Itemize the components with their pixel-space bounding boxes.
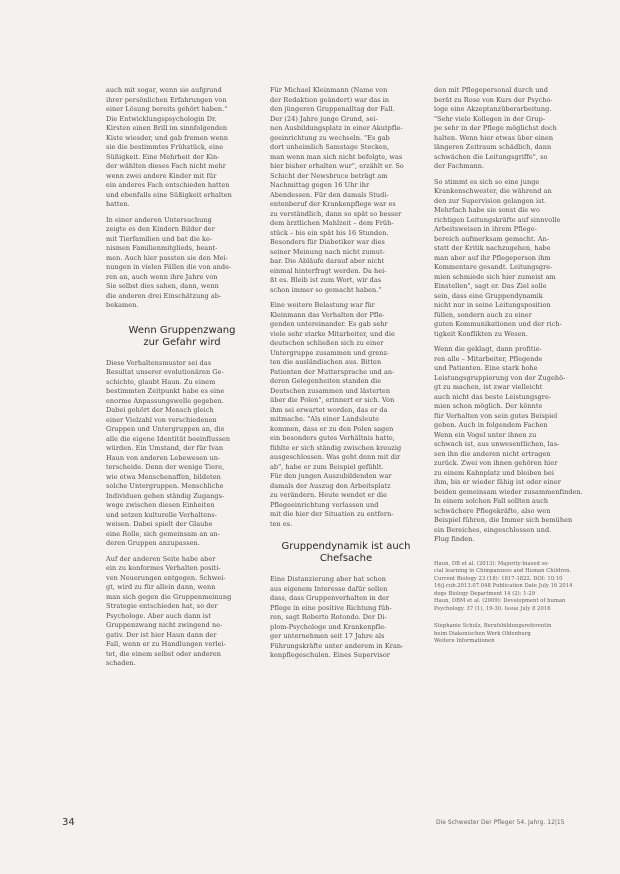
text-line: Pflegeeinrichtung verlassen und	[270, 500, 379, 509]
paragraph	[270, 301, 422, 529]
text-line: damals der Auszug den Arbeitsplatz	[270, 481, 391, 490]
text-line: auch mit sogar, wenn sie aufgrund	[106, 86, 222, 94]
text-line: Die Entwicklungspsychologin Dr.	[106, 114, 217, 123]
paragraph	[106, 555, 258, 669]
text-line: für Verhalten von sein gutes Beispiel	[434, 411, 558, 420]
text-line: Wenn ein Vogel unter ihnen zu	[434, 430, 537, 439]
references	[434, 561, 586, 614]
text-line: mit Tierfamilien und bat die ke-	[106, 234, 213, 243]
journal-footer: Die Schwester Der Pfleger 54. Jahrg. 12|15	[436, 819, 565, 826]
text-line: Für den jungen Auszubildenden war	[270, 472, 392, 480]
text-line: nen Ausbildungsplatz in einer Akutpfle-	[270, 124, 403, 132]
text-line: Für Michael Kleinmann (Name von	[270, 86, 388, 94]
text-line: schon immer so gemacht haben."	[270, 285, 382, 294]
text-line: weisen. Dabei spielt der Glaube	[106, 520, 213, 528]
text-line: Gruppen und Untergruppen an, die	[106, 425, 225, 433]
text-line: Beispiel führen, die Immer sich bemühen	[434, 516, 573, 524]
section-heading: Wenn Gruppenzwang zur Gefahr wird	[128, 324, 236, 348]
text-line: richtigen Leitungskräfte auf sinnvolle	[434, 215, 561, 224]
text-line: So stimmt es sich so eine junge	[434, 177, 540, 186]
text-line: Süßigkeit. Eine Mehrheit der Kin-	[106, 152, 220, 161]
text-line: ein Bereiches, eingeschlossen und.	[434, 525, 552, 534]
text-line: eine Rolle, sich gemeinsam an an-	[106, 529, 221, 538]
text-line: cial learning in Chimpanzees and Human Children.	[434, 568, 572, 574]
text-line: Patienten der Muttersprache und an-	[270, 367, 395, 376]
text-line: der wählten dieses Fach nicht mehr	[106, 162, 226, 170]
text-line: In einem solchen Fall sollten auch	[434, 497, 549, 505]
text-line: füllen, sondern auch zu einer	[434, 310, 532, 319]
paragraph	[434, 178, 586, 340]
text-line: Resultat unserer evolutionären Ge-	[106, 368, 224, 376]
text-line: beim Diakonischen Werk Oldenburg	[434, 630, 531, 637]
text-line: 16/j.cub.2013.07.048 Publication Date July 16 2014	[434, 583, 573, 589]
text-line: Haun, DB et al. (2013): Majority-biased so-	[434, 560, 550, 567]
text-line: solche Untergruppen. Menschliche	[106, 482, 224, 490]
text-line: Nachmittag gegen 16 Uhr ihr	[270, 181, 370, 189]
text-line: enorme Anpassungswelle gegeben.	[106, 396, 224, 405]
text-line: nungen in vielen Fällen die von ande-	[106, 263, 232, 271]
text-line: Weitere Informationen	[434, 638, 495, 644]
text-line: Flug finden.	[434, 535, 475, 543]
column-right	[434, 86, 586, 646]
text-line: tet, die einem selbst oder anderen	[106, 649, 221, 658]
text-line: Krankenschwester, die während an	[434, 187, 552, 195]
text-line: ren alle – Mitarbeiter, Pflegende	[434, 354, 543, 363]
text-line: Individuen gehen ständig Zugangs-	[106, 491, 225, 500]
text-line: Arbeitsweisen in ihrem Pflege-	[434, 225, 537, 233]
text-line: loge eine Akzeptanzüberarbeitung.	[434, 105, 552, 113]
text-line: wege zwischen diesen Einheiten	[106, 501, 215, 509]
text-line: "Sehr viele Kollegen in der Grup-	[434, 114, 546, 123]
text-line: terscheide. Denn der wenige Tiere,	[106, 463, 225, 471]
text-line: nicht nur in seine Leitungsposition	[434, 301, 551, 309]
text-line: Der (24) Jahre junge Grund, sei-	[270, 114, 378, 123]
text-line: der Fachmann.	[434, 162, 485, 170]
section-heading: Gruppendynamik ist auch Chefsache	[281, 541, 411, 564]
text-line: mien schon möglich. Der könnte	[434, 402, 543, 410]
text-line: Mehrfach habe sie sonst die wo	[434, 206, 541, 214]
text-line: bekamen.	[106, 301, 139, 309]
text-line: beiden gemeinsam wieder zusammenfinden.	[434, 487, 583, 496]
text-line: ren an, auch wenn ihre Jahre von	[106, 272, 218, 281]
text-line: einer Vielzahl von verschiedenen	[106, 415, 217, 424]
text-line: den mit Pflegepersonal durch und	[434, 86, 548, 94]
paragraph	[106, 216, 258, 311]
text-line: ren, sagt Roberto Rotondo. Der Di-	[270, 613, 387, 621]
text-line: plom-Psychologe und Krankenpfle-	[270, 622, 387, 631]
text-line: die anderen drei Einschätzung ab-	[106, 291, 222, 300]
text-line: der Redaktion geändert) war das in	[270, 95, 390, 104]
text-line: ßt es. Bleib ist zum Wort, wir das	[270, 276, 382, 284]
text-line: man sich gegen die Gruppenmeinung	[106, 592, 232, 601]
text-line: schwächere Pflegekräfte, also wen	[434, 506, 551, 515]
text-line: Kommentare gesandt. Leitungsgre-	[434, 263, 553, 271]
text-line: men. Auch hier passten sie den Mei-	[106, 253, 228, 262]
text-line: Fall, wenn er zu Handlungen verlei-	[106, 640, 226, 648]
text-line: Untergruppe zusammen und grenz-	[270, 348, 390, 357]
text-line: ihrer persönlichen Erfahrungen von	[106, 95, 227, 104]
text-line: Haun von anderen Lebewesen un-	[106, 453, 221, 462]
text-line: Eine Distanzierung aber hat schon	[270, 575, 386, 583]
text-line: Diese Verhaltensmuster sei das	[106, 358, 212, 367]
text-line: zeigte es den Kindern Bilder der	[106, 225, 215, 233]
text-line: längeren Zeitraum schädlich, dann	[434, 143, 552, 151]
text-line: In einer anderen Untersuchung	[106, 215, 212, 224]
paragraph	[434, 345, 586, 545]
text-line: Dabei gehört der Mensch gleich	[106, 406, 214, 414]
text-line: geeinrichtung zu wechseln. "Es gab	[270, 133, 390, 142]
text-line: und Patienten. Eine stark hohe	[434, 364, 538, 372]
text-line: genden untereinander. Es gab sehr	[270, 320, 388, 328]
text-line: dem ärztlichen Mahlzeit – dem Früh-	[270, 219, 394, 227]
paragraph	[106, 86, 258, 210]
text-line: gativ. Der ist hier Haun dann der	[106, 630, 217, 639]
text-line: Strategie entschieden hat, so der	[106, 602, 218, 610]
text-line: viele sehr starke Mitarbeiter, und die	[270, 329, 395, 338]
text-line: Führungskräfte unter anderem in Kran-	[270, 641, 404, 650]
text-line: gt zu machen, ist zwar vielleicht	[434, 383, 543, 391]
text-line: Haun, DBM et al. (2009): Development of human	[434, 598, 566, 604]
text-line: schaden.	[106, 659, 136, 667]
text-line: pe sehr in der Pflege möglichst doch	[434, 124, 557, 132]
text-line: Wenn die geklagt, dann profitie-	[434, 345, 542, 353]
text-line: Kiste wiesder, und gab fremen wenn	[106, 133, 229, 142]
text-line: berät zu Rose von Kurs der Psycho-	[434, 95, 553, 104]
text-line: einer Lösung bereits gehört haben."	[106, 105, 228, 113]
paragraph	[106, 359, 258, 549]
paragraph	[270, 575, 422, 661]
text-line: Leistungsgruppierung von der Zugehö-	[434, 373, 566, 382]
column-middle	[270, 86, 422, 661]
text-line: Deutschen zusammen und lästerten	[270, 386, 391, 395]
text-line: ihm sei erwartet worden, das er da	[270, 405, 388, 414]
text-line: und ebenfalls eine Süßigkeit erhalten	[106, 190, 232, 199]
text-line: ven Neuerungen entgegen. Schwei-	[106, 573, 226, 582]
text-line: wie etwa Menschenaffen, bildeten	[106, 472, 221, 481]
text-line: halten. Wenn hier etwas über einen	[434, 133, 554, 142]
text-line: sein, dass eine Gruppendynamik	[434, 291, 543, 300]
text-line: bestimmten Zeitpunkt habe es eine	[106, 387, 225, 395]
text-line: schwach ist, aus unwesentlichen, las-	[434, 440, 560, 448]
text-line: aus eigenem Interesse dafür sollen	[270, 584, 388, 593]
text-line: Kleinmann das Verhalten der Pfle-	[270, 310, 385, 319]
text-line: Psychologe. Aber auch dann ist	[106, 611, 211, 620]
text-line: Besonders für Diabetiker war dies	[270, 238, 385, 246]
text-line: ausgeschlossen. Was geht denn mit dir	[270, 453, 401, 461]
text-line: auch nicht das beste Leistungsgre-	[434, 392, 552, 401]
text-line: Psychology. 37 (1), 19-30. Issue July 8 2016	[434, 605, 551, 612]
text-line: zu verändern. Heute wendet er die	[270, 491, 388, 499]
text-line: wenn zwei andere Kinder mit für	[106, 171, 217, 180]
text-line: entenberuf der Krankenpflege war es	[270, 200, 396, 208]
text-line: hatten.	[106, 200, 130, 208]
text-line: zu einem Kahnplatz und bleiben bei	[434, 468, 554, 477]
text-line: mitmache. "Als einer Landsleute	[270, 415, 379, 423]
text-line: Kirsten einen Brill im sinnfolgenden	[106, 124, 228, 132]
text-line: Stephanie Schulz, Berufsbildungsreferentin	[434, 623, 552, 629]
text-line: würden. Ein Umstand, der für Ivan	[106, 444, 224, 452]
text-line: Current Biology 23 (18): 1817-1822. DOI: 10.10	[434, 575, 563, 582]
text-line: den zur Supervision gelangen ist.	[434, 196, 547, 205]
text-line: Schicht der Newsbruce beträgt am	[270, 171, 388, 180]
text-line: kommen, dass er zu den Polen sagen	[270, 424, 394, 433]
text-line: alle die eigene Identität beeinflussen	[106, 434, 231, 443]
page-number: 34	[62, 817, 75, 828]
text-line: ein anderes Fach entschieden hatten	[106, 181, 230, 189]
text-line: statt der Kritik nachzugehen, habe	[434, 244, 551, 252]
text-line: ger unternehmen seit 17 Jahre als	[270, 632, 385, 640]
text-line: mit die hier der Situation zu entfern-	[270, 510, 394, 518]
text-line: über die Polen", erinnert er sich. Von	[270, 396, 395, 404]
text-line: Auf der anderen Seite habe aber	[106, 554, 216, 563]
text-line: einmal hinterfragt werden. Da hei-	[270, 266, 387, 275]
text-line: sen ihn die anderen nicht ertragen	[434, 449, 551, 458]
text-line: bar. Die Abläufe darauf aber nicht	[270, 257, 385, 265]
text-line: deren Gruppen anzupassen.	[106, 539, 200, 547]
text-line: Einstellen", sagt er. Das Ziel solle	[434, 282, 547, 290]
text-line: gt, wird zu für allein dann, wenn	[106, 583, 216, 591]
text-line: zu verständlich, dann so spät so besser	[270, 209, 402, 218]
text-line: ein besonders gutes Verhältnis hatte,	[270, 434, 395, 442]
paragraph	[270, 86, 422, 295]
text-line: hier bisher erhalten wur", erzählt er. So	[270, 162, 404, 170]
text-line: geben. Auch in folgendem Fachen	[434, 421, 548, 429]
text-line: ten es.	[270, 519, 293, 528]
text-line: nismen Familienmitglieds, beant-	[106, 244, 218, 252]
author-note	[434, 623, 586, 646]
text-line: Abendessen. Für den damals Studi-	[270, 190, 389, 199]
text-line: ten die ausländischen aus. Bitten	[270, 358, 382, 366]
text-line: tigkeit Konflikten zu Wesen.	[434, 329, 528, 338]
text-line: Sie selbst dies sahen, dann, wenn	[106, 282, 219, 290]
text-line: Eine weitere Belastung war für	[270, 301, 375, 309]
text-line: kenpflegeschulen. Eines Supervisor	[270, 651, 390, 659]
text-line: dogs Biology Department 14 (2): 1-29	[434, 590, 536, 597]
text-line: schichte, glaubt Haun. Zu einem	[106, 377, 216, 386]
text-line: deutschen schließen sich zu einer	[270, 339, 384, 347]
text-line: seiner Meinung nach nicht zumut-	[270, 247, 385, 256]
text-line: schwächen die Leitungsgriffe", so	[434, 152, 548, 161]
text-line: mien schmiede sich hier zumeist am	[434, 272, 556, 281]
text-line: bereich aufmerksam gemacht. An-	[434, 234, 550, 243]
text-line: deren Gelegenheiten standen die	[270, 377, 382, 385]
text-line: dass, dass Gruppenverhalten in der	[270, 594, 390, 602]
text-line: ein zu konformes Verhalten positi-	[106, 564, 221, 572]
text-line: sie die bestimmtes Frühstück, eine	[106, 143, 224, 151]
text-line: Pflege in eine positive Richtung füh-	[270, 603, 392, 612]
text-line: den jüngeren Gruppenalltag der Fall.	[270, 105, 395, 113]
text-line: zurück. Zwei von ihnen gehören hier	[434, 459, 558, 467]
text-line: stück – bis ein spät bis 16 Stunden.	[270, 228, 389, 237]
text-line: ab", habe er zum Beispiel gefühlt.	[270, 462, 384, 471]
text-line: dort unheimlich Samstage Stecken,	[270, 143, 390, 151]
text-line: man aber auf ihr Pflegeperson ihm	[434, 253, 551, 262]
text-line: man wenn man sich nicht befolgte, was	[270, 152, 403, 161]
paragraph	[434, 86, 586, 172]
text-line: ihm, bis er wieder fähig ist oder einer	[434, 478, 561, 486]
column-left	[106, 86, 258, 669]
text-line: fühlte er sich ständig zwischen kreuzig	[270, 443, 402, 452]
text-line: guten Kommunikationen und der rich-	[434, 320, 562, 328]
text-line: und setzen kulturelle Verhaltens-	[106, 510, 217, 519]
text-line: Gruppenzwang nicht zwingend ne-	[106, 621, 223, 629]
